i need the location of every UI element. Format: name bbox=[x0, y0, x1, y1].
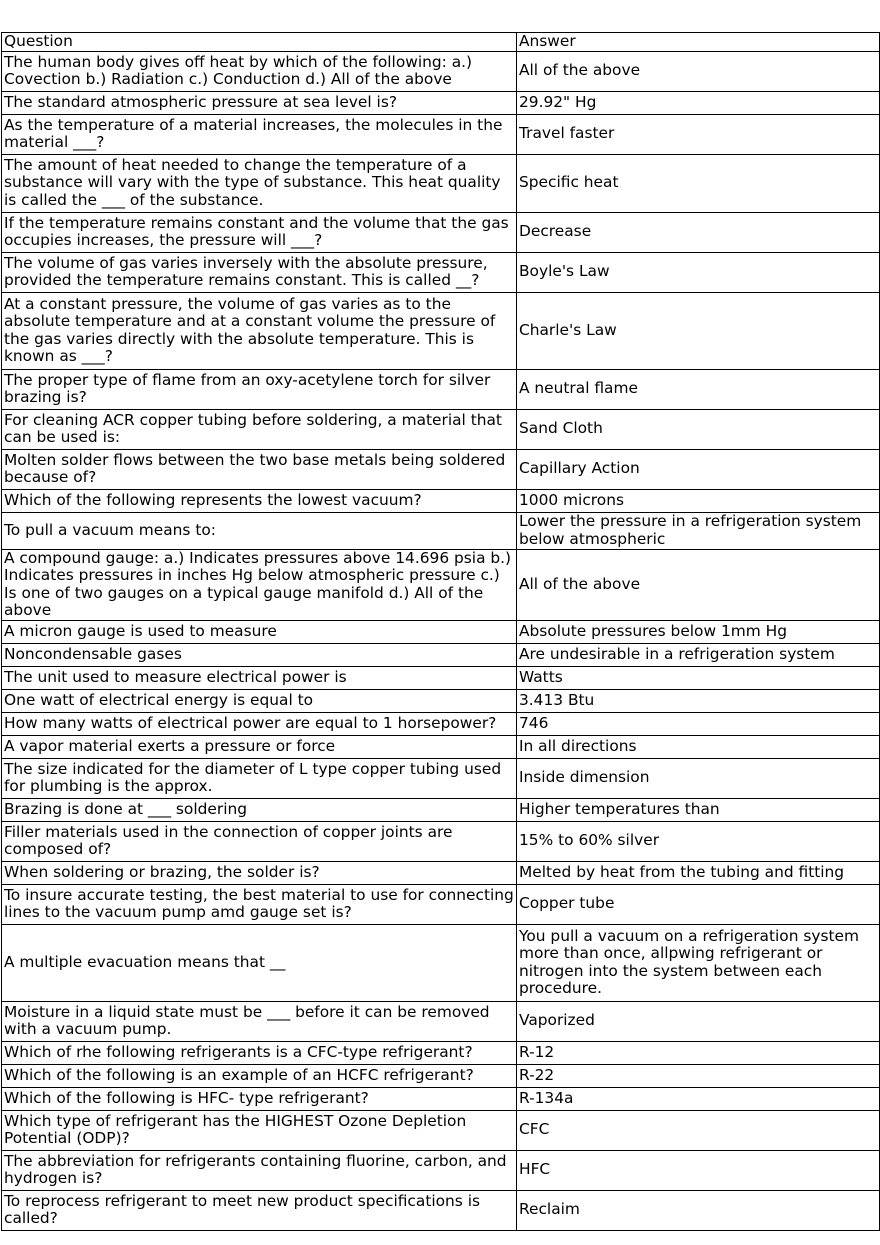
answer-cell: In all directions bbox=[517, 735, 880, 758]
table-body bbox=[2, 51, 880, 1230]
table-row bbox=[2, 735, 880, 758]
question-cell: As the temperature of a material increases, the molecules in the material ___? bbox=[2, 114, 517, 154]
question-cell: How many watts of electrical power are equal to 1 horsepower? bbox=[2, 712, 517, 735]
table-row bbox=[2, 1110, 880, 1150]
table-row bbox=[2, 292, 880, 369]
question-cell: Which type of refrigerant has the HIGHEST Ozone Depletion Potential (ODP)? bbox=[2, 1110, 517, 1150]
answer-cell: You pull a vacuum on a refrigeration system more than once, allpwing refrigerant or nitrogen into the system between each procedure. bbox=[517, 924, 880, 1001]
question-cell: For cleaning ACR copper tubing before soldering, a material that can be used is: bbox=[2, 409, 517, 449]
answer-cell: Decrease bbox=[517, 212, 880, 252]
question-cell: Filler materials used in the connection of copper joints are composed of? bbox=[2, 821, 517, 861]
table-row bbox=[2, 1087, 880, 1110]
question-cell: One watt of electrical energy is equal to bbox=[2, 689, 517, 712]
table-row bbox=[2, 252, 880, 292]
table-row bbox=[2, 51, 880, 91]
table-row bbox=[2, 620, 880, 643]
question-cell: To insure accurate testing, the best material to use for connecting lines to the vacuum pump amd gauge set is? bbox=[2, 884, 517, 924]
answer-cell: 29.92" Hg bbox=[517, 91, 880, 114]
answer-cell: Are undesirable in a refrigeration system bbox=[517, 643, 880, 666]
table-row bbox=[2, 758, 880, 798]
answer-cell: Absolute pressures below 1mm Hg bbox=[517, 620, 880, 643]
question-cell: To pull a vacuum means to: bbox=[2, 512, 517, 549]
answer-cell: Reclaim bbox=[517, 1190, 880, 1230]
table-row bbox=[2, 449, 880, 489]
table-header bbox=[2, 33, 880, 52]
question-cell: A multiple evacuation means that __ bbox=[2, 924, 517, 1001]
answer-cell: 1000 microns bbox=[517, 489, 880, 512]
table-row bbox=[2, 369, 880, 409]
table-row bbox=[2, 1150, 880, 1190]
question-cell: The volume of gas varies inversely with the absolute pressure, provided the temperature remains constant. This is called __? bbox=[2, 252, 517, 292]
question-cell: Which of the following represents the lowest vacuum? bbox=[2, 489, 517, 512]
table-row bbox=[2, 1064, 880, 1087]
table-row bbox=[2, 1001, 880, 1041]
question-cell: A vapor material exerts a pressure or force bbox=[2, 735, 517, 758]
answer-cell: Melted by heat from the tubing and fitting bbox=[517, 861, 880, 884]
answer-cell: CFC bbox=[517, 1110, 880, 1150]
question-cell: The human body gives off heat by which of the following: a.) Covection b.) Radiation c.) Conduction d.) All of the above bbox=[2, 51, 517, 91]
answer-column-header: Answer bbox=[517, 33, 880, 52]
table-row bbox=[2, 409, 880, 449]
table-row bbox=[2, 489, 880, 512]
answer-cell: 15% to 60% silver bbox=[517, 821, 880, 861]
question-cell: Moisture in a liquid state must be ___ before it can be removed with a vacuum pump. bbox=[2, 1001, 517, 1041]
answer-cell: R-12 bbox=[517, 1041, 880, 1064]
answer-cell: Charle's Law bbox=[517, 292, 880, 369]
question-cell: To reprocess refrigerant to meet new product specifications is called? bbox=[2, 1190, 517, 1230]
table-row bbox=[2, 212, 880, 252]
answer-cell: Specific heat bbox=[517, 154, 880, 212]
question-cell: The standard atmospheric pressure at sea level is? bbox=[2, 91, 517, 114]
question-cell: At a constant pressure, the volume of gas varies as to the absolute temperature and at a constant volume the pressure of the gas varies directly with the absolute temperature. This is known as ___? bbox=[2, 292, 517, 369]
question-cell: A micron gauge is used to measure bbox=[2, 620, 517, 643]
answer-cell: R-134a bbox=[517, 1087, 880, 1110]
question-cell: If the temperature remains constant and the volume that the gas occupies increases, the pressure will ___? bbox=[2, 212, 517, 252]
table-row bbox=[2, 643, 880, 666]
answer-cell: Travel faster bbox=[517, 114, 880, 154]
table-row bbox=[2, 91, 880, 114]
answer-cell: All of the above bbox=[517, 51, 880, 91]
table-row bbox=[2, 1041, 880, 1064]
answer-cell: Vaporized bbox=[517, 1001, 880, 1041]
question-cell: The proper type of flame from an oxy-acetylene torch for silver brazing is? bbox=[2, 369, 517, 409]
table-row bbox=[2, 512, 880, 549]
qa-table bbox=[1, 32, 880, 1231]
question-cell: The amount of heat needed to change the temperature of a substance will vary with the type of substance. This heat quality is called the ___ of the substance. bbox=[2, 154, 517, 212]
question-cell: A compound gauge: a.) Indicates pressures above 14.696 psia b.) Indicates pressures in inches Hg below atmospheric pressure c.) Is one of two gauges on a typical gauge manifold d.) All of the above bbox=[2, 549, 517, 620]
answer-cell: 3.413 Btu bbox=[517, 689, 880, 712]
question-cell: Which of the following is HFC- type refrigerant? bbox=[2, 1087, 517, 1110]
answer-cell: Inside dimension bbox=[517, 758, 880, 798]
answer-cell: Lower the pressure in a refrigeration system below atmospheric bbox=[517, 512, 880, 549]
question-cell: Which of the following is an example of an HCFC refrigerant? bbox=[2, 1064, 517, 1087]
table-row bbox=[2, 821, 880, 861]
question-cell: Which of rhe following refrigerants is a CFC-type refrigerant? bbox=[2, 1041, 517, 1064]
question-cell: Noncondensable gases bbox=[2, 643, 517, 666]
question-cell: When soldering or brazing, the solder is? bbox=[2, 861, 517, 884]
table-row bbox=[2, 114, 880, 154]
answer-cell: Copper tube bbox=[517, 884, 880, 924]
answer-cell: Capillary Action bbox=[517, 449, 880, 489]
question-cell: The abbreviation for refrigerants containing fluorine, carbon, and hydrogen is? bbox=[2, 1150, 517, 1190]
answer-cell: Higher temperatures than bbox=[517, 798, 880, 821]
question-cell: Molten solder flows between the two base metals being soldered because of? bbox=[2, 449, 517, 489]
question-cell: The unit used to measure electrical power is bbox=[2, 666, 517, 689]
answer-cell: Watts bbox=[517, 666, 880, 689]
table-row bbox=[2, 1190, 880, 1230]
answer-cell: Sand Cloth bbox=[517, 409, 880, 449]
table-row bbox=[2, 798, 880, 821]
table-row bbox=[2, 861, 880, 884]
answer-cell: Boyle's Law bbox=[517, 252, 880, 292]
table-row bbox=[2, 924, 880, 1001]
answer-cell: HFC bbox=[517, 1150, 880, 1190]
table-row bbox=[2, 712, 880, 735]
header-row bbox=[2, 33, 880, 52]
table-row bbox=[2, 689, 880, 712]
answer-cell: A neutral flame bbox=[517, 369, 880, 409]
table-row bbox=[2, 666, 880, 689]
table-row bbox=[2, 154, 880, 212]
question-column-header: Question bbox=[2, 33, 517, 52]
answer-cell: R-22 bbox=[517, 1064, 880, 1087]
table-row bbox=[2, 549, 880, 620]
answer-cell: All of the above bbox=[517, 549, 880, 620]
answer-cell: 746 bbox=[517, 712, 880, 735]
question-cell: The size indicated for the diameter of L type copper tubing used for plumbing is the approx. bbox=[2, 758, 517, 798]
table-row bbox=[2, 884, 880, 924]
question-cell: Brazing is done at ___ soldering bbox=[2, 798, 517, 821]
